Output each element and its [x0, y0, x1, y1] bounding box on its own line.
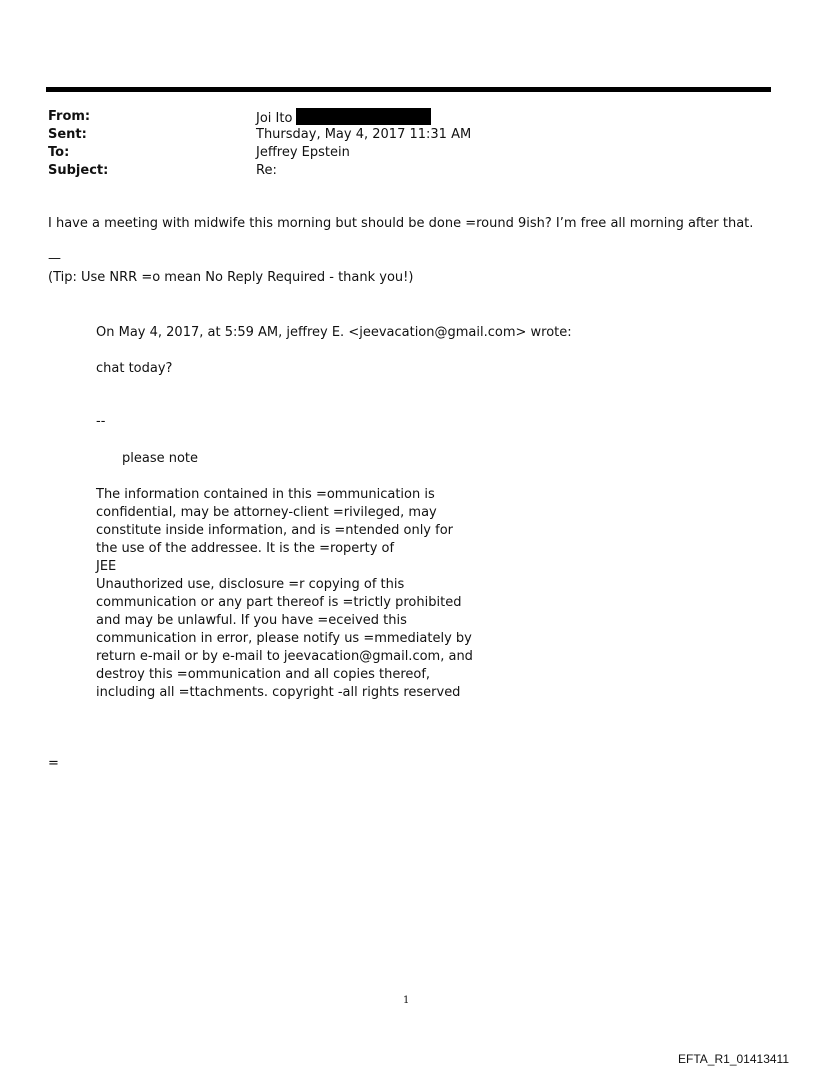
sent-value: Thursday, May 4, 2017 11:31 AM: [256, 127, 472, 142]
quote-attribution: On May 4, 2017, at 5:59 AM, jeffrey E. <jeevacation@gmail.com> wrote:: [96, 325, 572, 340]
sent-label: Sent:: [48, 127, 87, 142]
disclaimer-line: Unauthorized use, disclosure =r copying of this: [96, 577, 405, 592]
disclaimer-line: including all =ttachments. copyright -all rights reserved: [96, 685, 461, 700]
please-note: please note: [122, 451, 199, 466]
disclaimer-line: The information contained in this =ommunication is: [96, 487, 435, 502]
disclaimer-line: return e-mail or by e-mail to jeevacation@gmail.com, and: [96, 649, 473, 664]
from-value: Joi Ito: [256, 111, 293, 126]
to-value: Jeffrey Epstein: [256, 145, 350, 160]
disclaimer-line: and may be unlawful. If you have =eceived this: [96, 613, 407, 628]
disclaimer-line: destroy this =ommunication and all copies thereof,: [96, 667, 431, 682]
to-label: To:: [48, 145, 70, 160]
document-id: EFTA_R1_01413411: [678, 1052, 789, 1066]
disclaimer-line: communication in error, please notify us =mmediately by: [96, 631, 472, 646]
trailing-equals: =: [48, 756, 59, 771]
quote-separator: --: [96, 414, 106, 429]
disclaimer-line: communication or any part thereof is =trictly prohibited: [96, 595, 462, 610]
tip-line: (Tip: Use NRR =o mean No Reply Required - thank you!): [48, 270, 414, 285]
redaction-bar: [296, 108, 431, 125]
disclaimer-line: the use of the addressee. It is the =roperty of: [96, 541, 395, 556]
subject-value: Re:: [256, 163, 277, 178]
subject-label: Subject:: [48, 163, 109, 178]
disclaimer-line: confidential, may be attorney-client =rivileged, may: [96, 505, 437, 520]
quoted-message: chat today?: [96, 361, 173, 376]
page-number: 1: [403, 995, 410, 1006]
header-rule: [46, 87, 771, 92]
from-value-row: [256, 108, 431, 128]
signature-dash: —: [48, 251, 61, 266]
from-label: From:: [48, 109, 91, 124]
disclaimer-line: JEE: [96, 559, 117, 574]
disclaimer-line: constitute inside information, and is =ntended only for: [96, 523, 454, 538]
reply-text: I have a meeting with midwife this morning but should be done =round 9ish? I’m free all morning after that.: [48, 216, 754, 231]
